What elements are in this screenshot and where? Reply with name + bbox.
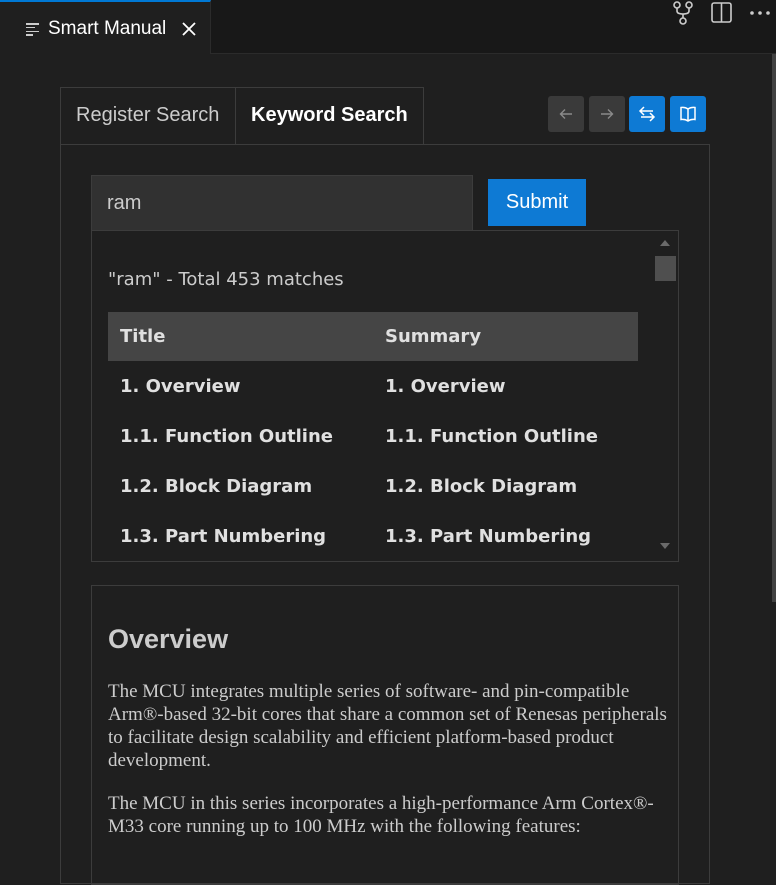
table-row[interactable] [108,361,638,411]
section-paragraph: The MCU in this series incorporates a high-performance Arm Cortex®-M33 core running up to 100 MHz with the following features: [108,793,654,837]
editor-scrollbar[interactable] [772,54,776,602]
match-count: "ram" - Total 453 matches [108,269,344,290]
editor-tab-title: Smart Manual [48,18,167,39]
back-button[interactable] [548,96,584,132]
forward-button[interactable] [589,96,625,132]
section-paragraph: The MCU integrates multiple series of software- and pin-compatible Arm®-based 32-bit cores that share a common set of Renesas peripherals to facilitate design scalability and efficient platform-based product development. [108,681,667,771]
scroll-down-arrow-icon[interactable] [659,542,671,550]
editor-tab-smart-manual[interactable] [0,0,211,54]
row-summary: 1.3. Part Numbering [385,525,592,547]
more-icon[interactable] [748,0,774,26]
editor-tab-bar [0,0,776,54]
row-title: 1.1. Function Outline [120,425,333,447]
section-detail [91,585,679,885]
column-header-summary: Summary [373,312,638,361]
table-header-row [108,312,638,361]
row-title: 1.3. Part Numbering [120,525,327,547]
row-summary: 1.2. Block Diagram [385,475,578,497]
submit-button[interactable]: Submit [488,179,586,226]
row-summary: 1.1. Function Outline [385,425,598,447]
swap-icon [638,105,656,123]
row-title: 1.2. Block Diagram [120,475,313,497]
keyword-search-input[interactable] [91,175,473,231]
table-row[interactable] [108,511,638,561]
column-header-title: Title [108,312,373,361]
swap-button[interactable] [629,96,665,132]
table-row[interactable] [108,461,638,511]
table-row[interactable] [108,411,638,461]
row-title: 1. Overview [120,375,241,397]
lines-icon [26,23,39,35]
source-control-icon[interactable] [670,0,696,26]
results-table [108,312,638,561]
results-list[interactable] [91,230,679,562]
split-editor-icon[interactable] [709,0,735,26]
tab-keyword-search[interactable]: Keyword Search [235,87,424,145]
tab-register-search[interactable]: Register Search [60,87,236,145]
arrow-left-icon [558,106,574,122]
manual-button[interactable] [670,96,706,132]
results-scrollbar-thumb[interactable] [655,256,676,281]
row-summary: 1. Overview [385,375,506,397]
close-icon[interactable] [179,19,199,39]
book-icon [679,105,697,123]
scroll-up-arrow-icon[interactable] [659,239,671,247]
arrow-right-icon [599,106,615,122]
section-heading: Overview [108,624,229,654]
